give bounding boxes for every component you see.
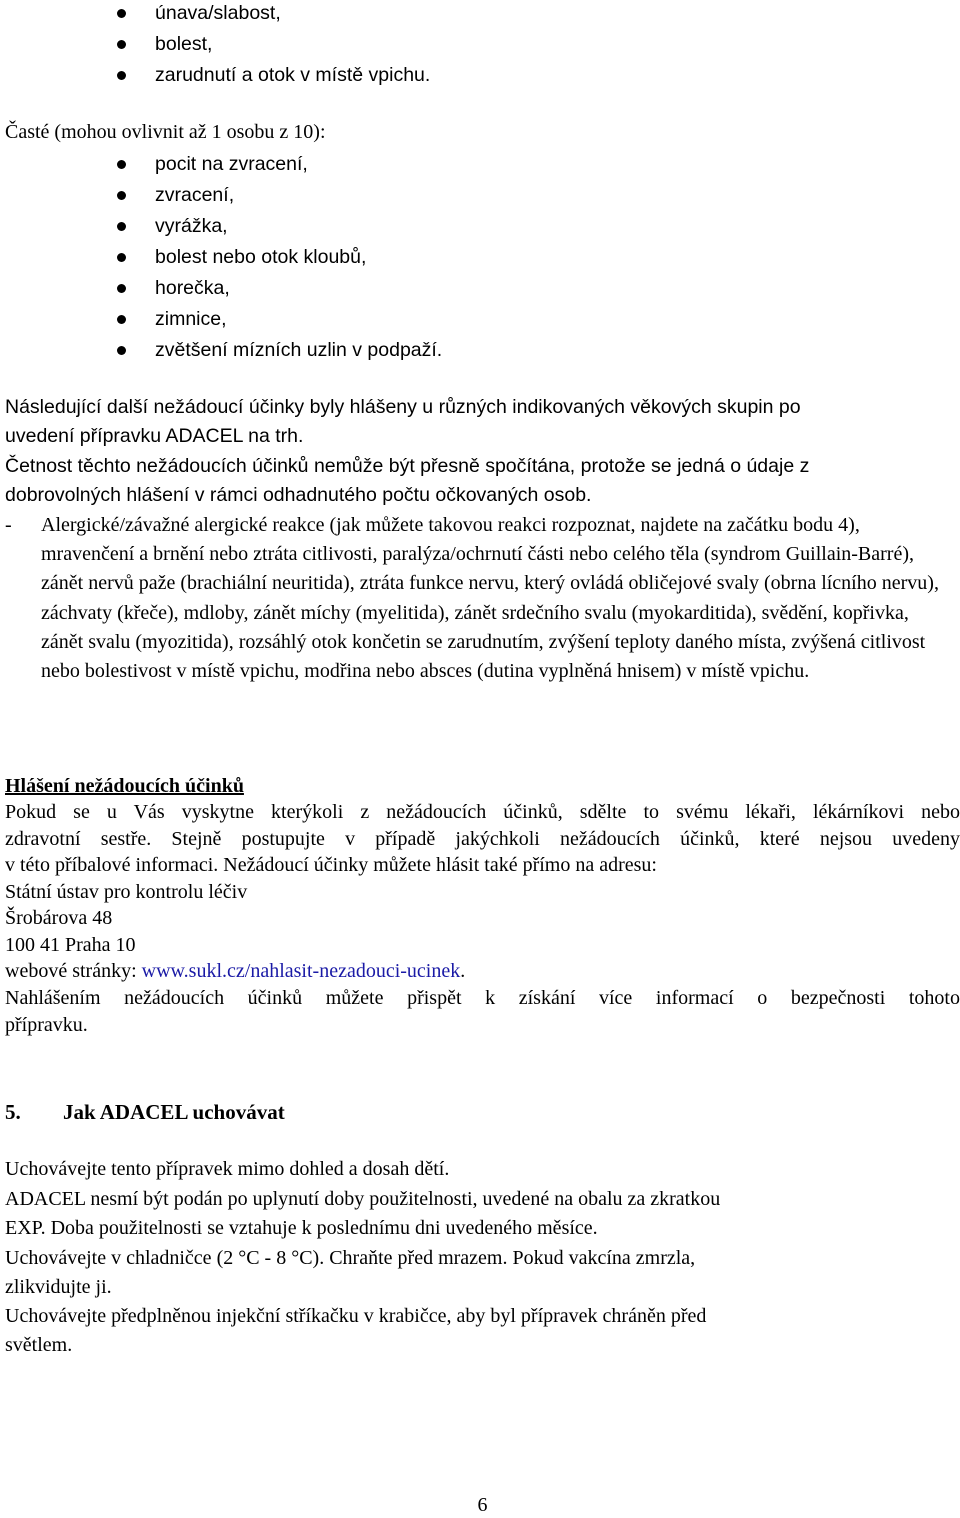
bullet-icon <box>117 253 126 262</box>
bullet-icon <box>117 71 126 80</box>
storage-line: Uchovávejte předplněnou injekční stříkačku v krabičce, aby byl přípravek chráněn před <box>5 1305 707 1327</box>
allergic-reactions-item <box>5 511 960 686</box>
web-label: webové stránky: <box>5 960 142 982</box>
bullet-icon <box>117 222 126 231</box>
storage-line: světlem. <box>5 1334 73 1356</box>
storage-line: Uchovávejte tento přípravek mimo dohled a dosah dětí. <box>5 1158 450 1180</box>
section-title: Jak ADACEL uchovávat <box>63 1100 285 1124</box>
allergic-reactions-text: Alergické/závažné alergické reakce (jak můžete takovou reakci rozpoznat, najdete na začátku bodu 4), mravenčení a brnění nebo ztráta citlivosti, paralýza/ochrnutí části nebo celého těla (syndrom Guillain-Barré), zánět nervů paže (brachiální neuritida), ztráta funkce nervu, který ovládá obličejové svaly (obrna lícního nervu), záchvaty (křeče), mdloby, zánět míchy (myelitida), zánět srdečního svalu (myokarditida), svědění, kopřivka, zánět svalu (myozitida), rozsáhlý otok končetin se zarudnutím, zvýšení teploty daného místa, zvýšená citlivost nebo bolestivost v místě vpichu, modřina nebo absces (dutina vyplněná hnisem) v místě vpichu. <box>41 514 939 683</box>
address-line: 100 41 Praha 10 <box>5 934 136 956</box>
bullet-icon <box>117 40 126 49</box>
address-line: Státní ústav pro kontrolu léčiv <box>5 881 248 903</box>
postmarketing-line: dobrovolných hlášení v rámci odhadnutého počtu očkovaných osob. <box>5 484 592 506</box>
bullet-icon <box>117 315 126 324</box>
storage-line: ADACEL nesmí být podán po uplynutí doby použitelnosti, uvedené na obalu za zkratkou <box>5 1188 721 1210</box>
address-line: Šrobárova 48 <box>5 907 113 929</box>
bullet-icon <box>117 9 126 18</box>
reporting-heading: Hlášení nežádoucích účinků <box>5 775 244 797</box>
bullet-icon <box>117 191 126 200</box>
reporting-line: v této příbalové informaci. Nežádoucí účinky můžete hlásit také přímo na adresu: <box>5 854 657 876</box>
bullet-icon <box>117 346 126 355</box>
common-effects-heading: Časté (mohou ovlivnit až 1 osobu z 10): <box>5 121 326 143</box>
page-number: 6 <box>477 1494 488 1516</box>
web-line <box>5 958 465 984</box>
reporting-line: Pokud se u Vás vyskytne kterýkoli z nežádoucích účinků, sdělte to svému lékaři, lékárníkovi nebo <box>5 801 960 823</box>
storage-line: Uchovávejte v chladničce (2 °C - 8 °C). Chraňte před mrazem. Pokud vakcína zmrzla, <box>5 1247 696 1269</box>
closing-line: přípravku. <box>5 1014 88 1036</box>
bullet-icon <box>117 160 126 169</box>
sukl-report-link[interactable]: www.sukl.cz/nahlasit-nezadouci-ucinek <box>141 960 461 982</box>
postmarketing-line: uvedení přípravku ADACEL na trh. <box>5 425 304 447</box>
storage-line: EXP. Doba použitelnosti se vztahuje k poslednímu dni uvedeného měsíce. <box>5 1217 598 1239</box>
closing-line: Nahlášením nežádoucích účinků můžete přispět k získání více informací o bezpečnosti tohoto <box>5 987 960 1009</box>
section-number: 5. <box>5 1100 21 1124</box>
postmarketing-line: Četnost těchto nežádoucích účinků nemůže být přesně spočítána, protože se jedná o údaje z <box>5 455 810 477</box>
web-suffix: . <box>460 960 466 982</box>
dash-marker: - <box>5 514 12 536</box>
postmarketing-line: Následující další nežádoucí účinky byly hlášeny u různých indikovaných věkových skupin po <box>5 396 801 418</box>
storage-line: zlikvidujte ji. <box>5 1276 112 1298</box>
bullet-icon <box>117 284 126 293</box>
reporting-line: zdravotní sestře. Stejně postupujte v případě jakýchkoli nežádoucích účinků, které nejsou uvedeny <box>5 828 960 850</box>
